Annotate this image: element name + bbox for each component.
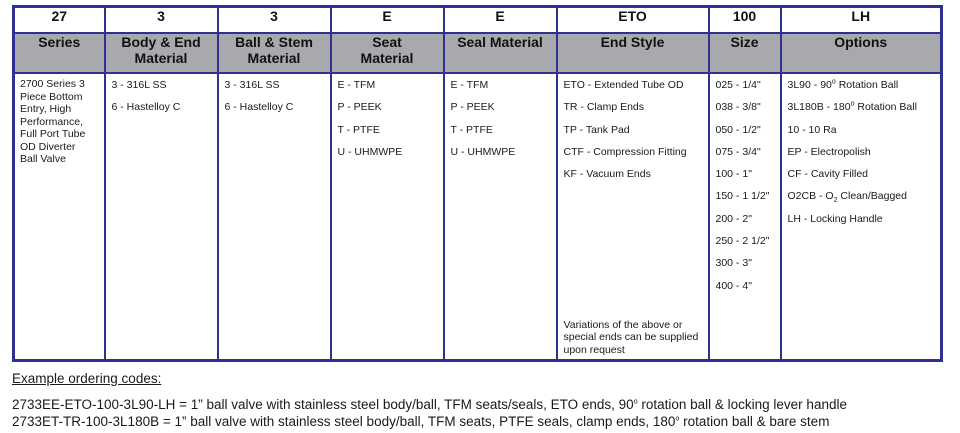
list-item: 050 - 1/2"	[715, 123, 761, 136]
list-item: 075 - 3/4"	[715, 145, 761, 158]
list-item: 400 - 4"	[715, 279, 752, 292]
series-description: 2700 Series 3 Piece Bottom Entry, High Performance, Full Port Tube OD Diverter Ball Valve	[20, 78, 86, 165]
size-cell	[709, 73, 781, 361]
header-body-end-material: Body & End Material	[105, 33, 218, 73]
options-row	[14, 73, 942, 361]
end-style-note: Variations of the above or special ends can be supplied upon request	[563, 318, 699, 356]
list-item: T - PTFE	[450, 123, 493, 136]
list-item: 3 - 316L SS	[111, 79, 167, 91]
code-body-end: 3	[105, 7, 218, 34]
header-series: Series	[14, 33, 105, 73]
list-item: ETO - Extended Tube OD	[563, 79, 684, 91]
list-item: 6 - Hastelloy C	[111, 101, 181, 114]
example-line-2: 2733ET-TR-100-3L180B = 1” ball valve with stainless steel body/ball, TFM seats, PTFE seals, clamp ends, 180$^o$ rotation ball & bare stem	[12, 414, 830, 429]
list-item: P - PEEK	[450, 101, 495, 114]
example-line-1: 2733EE-ETO-100-3L90-LH = 1” ball valve with stainless steel body/ball, TFM seats/seals, ETO ends, 90$^o$ rotation ball & locking lever handle	[12, 397, 847, 412]
list-item: 200 - 2"	[715, 212, 752, 225]
list-item: 6 - Hastelloy C	[224, 101, 294, 114]
header-seal-material: Seal Material	[444, 33, 557, 73]
list-item: 150 - 1 1/2"	[715, 190, 770, 203]
list-item: CTF - Compression Fitting	[563, 145, 687, 158]
list-item: E - TFM	[337, 79, 376, 91]
label-row	[14, 33, 942, 73]
option-10ra: 10 - 10 Ra	[787, 123, 837, 136]
list-item: P - PEEK	[337, 101, 382, 114]
code-options: LH	[781, 7, 942, 34]
list-item: 100 - 1"	[715, 168, 752, 181]
option-3l180b: 3L180B - 180$^o$ Rotation Ball	[787, 100, 917, 114]
code-end-style: ETO	[557, 7, 709, 34]
option-o2cb: $O2CB - O_2$ Clean/Bagged	[787, 190, 907, 205]
list-item: 038 - 3/8"	[715, 101, 761, 114]
code-seat: E	[331, 7, 444, 34]
header-end-style: End Style	[557, 33, 709, 73]
seat-material-cell	[331, 73, 444, 361]
seal-material-cell	[444, 73, 557, 361]
options-cell	[781, 73, 942, 361]
list-item: KF - Vacuum Ends	[563, 168, 651, 181]
list-item: 250 - 2 1/2"	[715, 235, 770, 248]
end-style-cell	[557, 73, 709, 361]
code-series: 27	[14, 7, 105, 34]
list-item: TR - Clamp Ends	[563, 101, 645, 114]
option-ep: EP - Electropolish	[787, 145, 871, 158]
option-cf: CF - Cavity Filled	[787, 168, 869, 181]
code-size: 100	[709, 7, 781, 34]
ordering-table	[12, 5, 943, 362]
ball-stem-material-cell	[218, 73, 331, 361]
list-item: 3 - 316L SS	[224, 79, 280, 91]
code-seal: E	[444, 7, 557, 34]
body-end-material-cell	[105, 73, 218, 361]
list-item: 025 - 1/4"	[715, 79, 761, 91]
list-item: T - PTFE	[337, 123, 380, 136]
list-item: TP - Tank Pad	[563, 123, 630, 136]
list-item: U - UHMWPE	[450, 145, 516, 158]
code-ball-stem: 3	[218, 7, 331, 34]
list-item: U - UHMWPE	[337, 145, 403, 158]
code-row	[14, 7, 942, 34]
option-lh: LH - Locking Handle	[787, 212, 883, 225]
header-seat-material: Seat Material	[331, 33, 444, 73]
examples-heading: Example ordering codes:	[12, 371, 162, 386]
series-cell	[14, 73, 105, 361]
header-options: Options	[781, 33, 942, 73]
header-ball-stem-material: Ball & Stem Material	[218, 33, 331, 73]
option-3l90: 3L90 - 90$^o$ Rotation Ball	[787, 78, 899, 91]
header-size: Size	[709, 33, 781, 73]
list-item: E - TFM	[450, 79, 489, 91]
list-item: 300 - 3"	[715, 257, 752, 270]
